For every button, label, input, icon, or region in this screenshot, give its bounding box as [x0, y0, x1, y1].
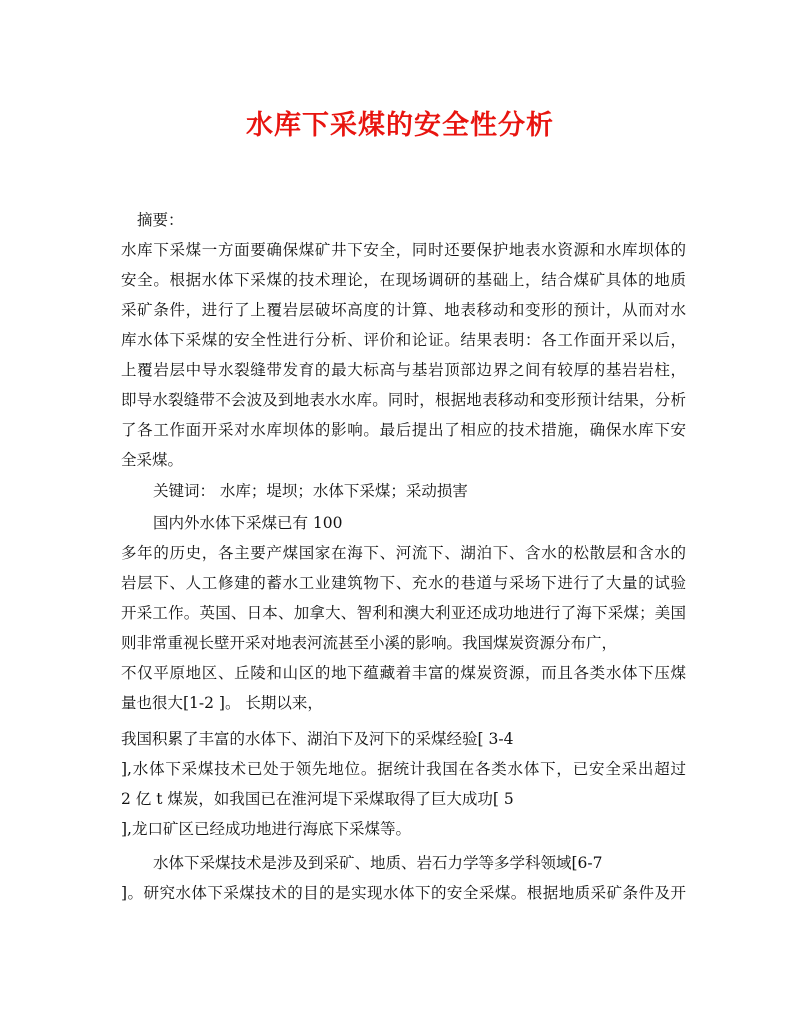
body-line: 2 亿 t 煤炭，如我国已在淮河堤下采煤取得了巨大成功[ 5 [121, 790, 514, 808]
body-line: 则非常重视长壁开采对地表河流甚至小溪的影响。我国煤炭资源分布广， [121, 634, 618, 652]
body-line: 不仅平原地区、丘陵和山区的地下蕴藏着丰富的煤炭资源，而且各类水体下压煤 [121, 664, 686, 682]
abstract-line: 水库下采煤一方面要确保煤矿井下安全，同时还要保护地表水资源和水库坝体的 [121, 241, 686, 259]
abstract-line: 上覆岩层中导水裂缝带发育的最大标高与基岩顶部边界之间有较厚的基岩岩柱， [121, 361, 686, 379]
body-line: 多年的历史，各主要产煤国家在海下、河流下、湖泊下、含水的松散层和含水的 [121, 544, 686, 562]
body-line: 我国积累了丰富的水体下、湖泊下及河下的采煤经验[ 3-4 [121, 730, 514, 748]
intro-line: 国内外水体下采煤已有 100 [153, 514, 343, 532]
abstract-line: 了各工作面开采对水库坝体的影响。最后提出了相应的技术措施，确保水库下安 [121, 421, 686, 439]
abstract-line: 库水体下采煤的安全性进行分析、评价和论证。结果表明：各工作面开采以后， [121, 331, 686, 349]
abstract-label: 摘要： [137, 211, 184, 229]
abstract-line: 即导水裂缝带不会波及到地表水水库。同时，根据地表移动和变形预计结果，分析 [121, 391, 686, 409]
abstract-line: 采矿条件，进行了上覆岩层破坏高度的计算、地表移动和变形的预计，从而对水 [121, 301, 686, 319]
body-line: ]。研究水体下采煤技术的目的是实现水体下的安全采煤。根据地质采矿条件及开 [121, 884, 686, 902]
abstract-line: 全采煤。 [121, 451, 184, 469]
keywords-line: 关键词： 水库；堤坝；水体下采煤；采动损害 [153, 482, 468, 500]
body-line: ],龙口矿区已经成功地进行海底下采煤等。 [121, 820, 411, 838]
document-title: 水库下采煤的安全性分析 [246, 110, 554, 141]
body-line: 岩层下、人工修建的蓄水工业建筑物下、充水的巷道与采场下进行了大量的试验 [121, 574, 686, 592]
body-line: 开采工作。英国、日本、加拿大、智利和澳大利亚还成功地进行了海下采煤；美国 [121, 604, 686, 622]
body-line: 水体下采煤技术是涉及到采矿、地质、岩石力学等多学科领域[6-7 [153, 854, 603, 872]
body-line: 量也很大[1-2 ]。 长期以来， [121, 694, 323, 712]
body-line: ],水体下采煤技术已处于领先地位。据统计我国在各类水体下，已安全采出超过 [121, 760, 686, 778]
abstract-line: 安全。根据水体下采煤的技术理论，在现场调研的基础上，结合煤矿具体的地质 [121, 271, 686, 289]
